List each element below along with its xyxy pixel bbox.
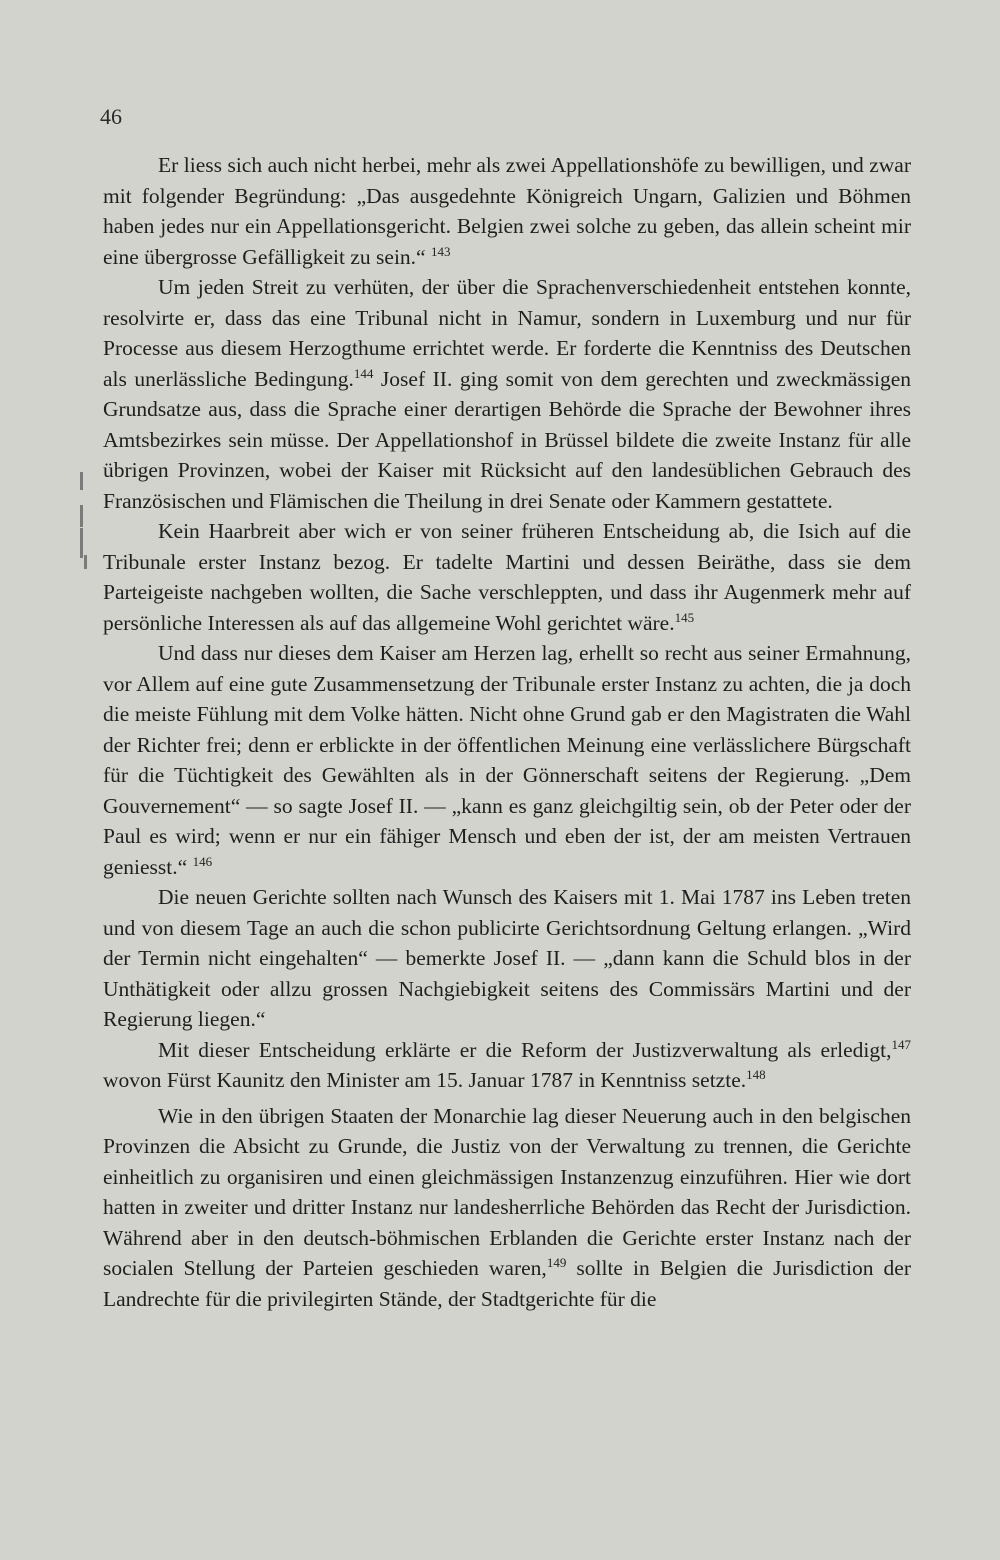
paragraph [103, 516, 911, 638]
margin-pencil-mark [80, 528, 83, 558]
footnote-marker: 147 [891, 1036, 911, 1052]
footnote-marker: 144 [353, 365, 374, 381]
paragraph-text: wovon Fürst Kaunitz den Minister am 15. Januar 1787 in Kenntniss setzte. [103, 1068, 747, 1092]
page-number: 46 [100, 104, 122, 129]
paragraph [103, 272, 911, 516]
body-text [103, 150, 911, 1314]
margin-pencil-mark [80, 505, 83, 527]
paragraph [103, 150, 911, 272]
footnote-marker: 148 [746, 1066, 766, 1082]
paragraph-text: sollte in Belgien die Jurisdiction der Landrechte für die privilegirten Stände, der Stadtgerichte für die [103, 1256, 911, 1311]
footnote-marker: 143 [430, 243, 451, 259]
margin-pencil-mark [80, 472, 83, 490]
footnote-marker: 145 [674, 609, 695, 625]
paragraph-text: Kein Haarbreit aber wich er von seiner früheren Entscheidung ab, die Isich auf die Tribunale erster Instanz bezog. Er tadelte Martini und dessen Beiräthe, dass sie dem Parteigeiste nachgeben wollten, die Sache verschleppten, und dass ihr Augenmerk mehr auf persönliche Interessen als auf das allgemeine Wohl gerichtet wäre. [103, 519, 911, 635]
paragraph-text: Und dass nur dieses dem Kaiser am Herzen lag, erhellt so recht aus seiner Ermahnung, vor Allem auf eine gute Zusammensetzung der Tribunale erster Instanz zu achten, die ja doch die meiste Fühlung mit dem Volke hätten. Nicht ohne Grund gab er den Magistraten die Wahl der Richter frei; denn er erblickte in der öffentlichen Meinung eine verlässlichere Bürgschaft für die Tüchtigkeit des Gewählten als in der Gönnerschaft seitens der Regierung. „Dem Gouvernement“ — so sagte Josef II. — „kann es ganz gleichgiltig sein, ob der Peter oder der Paul es wird; wenn er nur ein fähiger Mensch und eben der ist, der am meisten Vertrauen geniesst.“ [103, 641, 911, 879]
margin-pencil-mark [84, 555, 87, 569]
footnote-marker: 146 [192, 853, 213, 869]
paragraph-text: Er liess sich auch nicht herbei, mehr als zwei Appellationshöfe zu bewilligen, und zwar mit folgender Begründung: „Das ausgedehnte Königreich Ungarn, Galizien und Böhmen haben jedes nur ein Appellationsgericht. Belgien zwei solche zu geben, das allein scheint mir eine übergrosse Gefälligkeit zu sein.“ [103, 153, 911, 269]
footnote-marker: 149 [546, 1254, 567, 1270]
paragraph-text: Josef II. ging somit von dem gerechten und zweckmässigen Grundsatze aus, dass die Sprache einer derartigen Behörde die Sprache der Bewohner ihres Amtsbezirkes sein müsse. Der Appellationshof in Brüssel bildete die zweite Instanz für alle übrigen Provinzen, wobei der Kaiser mit Rücksicht auf den landesüblichen Gebrauch des Französischen und Flämischen die Theilung in drei Senate oder Kammern gestattete. [103, 366, 911, 513]
paragraph [103, 882, 911, 1035]
paragraph [103, 1101, 911, 1315]
paragraph [103, 638, 911, 882]
paragraph-text: Mit dieser Entscheidung erklärte er die Reform der Justizverwaltung als erledigt, [158, 1037, 892, 1062]
paragraph-text: Die neuen Gerichte sollten nach Wunsch des Kaisers mit 1. Mai 1787 ins Leben treten und von diesem Tage an auch die schon publicirte Gerichtsordnung Geltung erlangen. „Wird der Termin nicht eingehalten“ — bemerkte Josef II. — „dann kann die Schuld blos in der Unthätigkeit oder allzu grossen Nachgiebigkeit seitens des Commissärs Martini und der Regierung liegen.“ [103, 885, 911, 1031]
paragraph-text: Wie in den übrigen Staaten der Monarchie lag dieser Neuerung auch in den belgischen Provinzen die Absicht zu Grunde, die Justiz von der Verwaltung zu trennen, die Gerichte einheitlich zu organisiren und einen gleichmässigen Instanzenzug einzuführen. Hier wie dort hatten in zweiter und dritter Instanz nur landesherrliche Behörden das Recht der Jurisdiction. Während aber in den deutsch-böhmischen Erblanden die Gerichte erster Instanz nach der socialen Stellung der Parteien geschieden waren, [103, 1103, 911, 1280]
paragraph-text: Um jeden Streit zu verhüten, der über die Sprachenverschiedenheit entstehen konnte, resolvirte er, dass das eine Tribunal nicht in Namur, sondern in Luxemburg und nur für Processe aus diesem Herzogthume errichtet werde. Er forderte die Kenntniss des Deutschen als unerlässliche Bedingung. [103, 275, 911, 391]
paragraph [103, 1035, 911, 1096]
